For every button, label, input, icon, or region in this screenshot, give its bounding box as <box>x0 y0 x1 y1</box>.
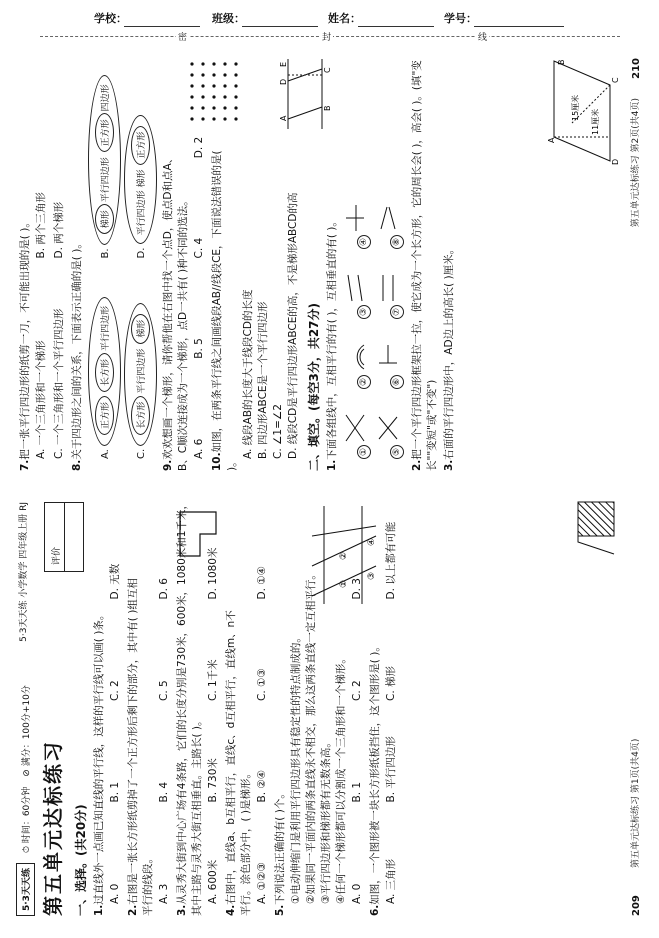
grid-dot <box>234 95 237 98</box>
opt-label: D. <box>136 247 147 259</box>
set-item: 长方形 <box>95 353 114 392</box>
q5-statement-3: ③平行四边形和梯形都有无数条高。 <box>320 737 332 904</box>
q-number: 10. <box>211 452 223 471</box>
grid-dot <box>212 84 215 87</box>
set-item: 四边形 <box>101 84 111 112</box>
q7-options-row2 <box>52 58 67 459</box>
q7-options-row1 <box>34 58 49 459</box>
svg-text:A: A <box>279 115 288 121</box>
fill-question-3 <box>442 58 457 471</box>
section-fill-title: 二、填空。(每空3分，共27分) <box>307 302 321 471</box>
grid-dot <box>190 84 193 87</box>
line-pairs-row1 <box>344 58 371 459</box>
length-15: 15厘米 <box>571 94 580 121</box>
q-text: 把一个平行四边形框架拉一拉，使它成为一个长方形，它的周长会( )，高会( )。(填"变长""变短"或"不变") <box>411 60 438 471</box>
vertex-a: A <box>547 137 556 143</box>
q-number: 8. <box>71 459 83 471</box>
option-d[interactable]: D. 2 <box>193 136 205 159</box>
set-item: 正方形 <box>131 126 150 165</box>
option-a[interactable]: A. 三角形 <box>385 858 397 904</box>
score-box[interactable] <box>44 502 84 572</box>
question-2 <box>126 498 156 916</box>
option-d[interactable]: D. 无数 <box>109 563 121 600</box>
option-a[interactable]: A. 一个三角形和一个梯形 <box>35 340 47 459</box>
svg-text:④: ④ <box>367 537 377 546</box>
question-7 <box>18 58 33 471</box>
set-item: 正方形 <box>95 113 114 152</box>
pair-label: ③ <box>357 305 371 319</box>
q5-statement-2: ②如果同一平面内的两条直线永不相交，那么这两条直线一定互相平行。 <box>305 569 317 904</box>
q-number: 9. <box>162 459 174 471</box>
option-a[interactable]: A. 0 <box>109 883 121 904</box>
set-oval <box>124 303 157 446</box>
q-text: 如图，一个图形被一块长方形纸板挡住，这个图形是( )。 <box>369 641 381 905</box>
option-c[interactable]: C. 一个三角形和一个平行四边形 <box>53 308 65 459</box>
score-label: 评价 <box>45 503 65 571</box>
line-pair-4 <box>344 203 371 249</box>
rotated-spread <box>8 48 648 928</box>
student-info-header <box>0 0 659 44</box>
name-label: 姓名： <box>328 12 361 25</box>
q-number: 6. <box>369 904 381 916</box>
set-oval <box>124 115 157 245</box>
q-text: 如图，在两条平行线之间画线段AB//线段CE，下面说法错误的是( )。 <box>211 150 238 471</box>
vertex-c: C <box>611 77 620 83</box>
set-item: 梯形 <box>95 204 114 234</box>
option-b[interactable] <box>88 58 121 259</box>
q-text: 右图中，直线a、b互相平行，直线c、d互相平行，直线m、n不平行。涂色部分中，( )是梯形。 <box>225 610 252 916</box>
option-c[interactable] <box>124 259 157 460</box>
q3-options <box>206 498 221 904</box>
page-number-209: 209 <box>631 895 642 916</box>
q-number: 3. <box>176 904 188 916</box>
q6-options <box>384 498 399 904</box>
grid-dot <box>190 117 193 120</box>
page-number-210: 210 <box>631 58 642 79</box>
option-c[interactable]: C. 2 <box>109 680 121 701</box>
grid-dot <box>223 84 226 87</box>
parallelogram-figure <box>548 57 618 165</box>
q-text: 过直线外一点画已知直线的平行线，这样的平行线可以画( )条。 <box>93 609 105 905</box>
cut-word-1: 密 <box>176 30 189 43</box>
set-item: 梯形 <box>131 314 150 344</box>
footer-left: 第五单元达标练习 第1页(共4页) <box>631 738 641 868</box>
opt-label: C. <box>136 448 147 459</box>
option-a[interactable]: A. 600米 <box>207 859 219 904</box>
option-b[interactable]: B. 5 <box>193 338 205 359</box>
section-choice-title: 一、选择。(共20分) <box>74 804 88 916</box>
book-info: 5·3天天练 小学数学 四年级上册 RJ <box>19 502 29 642</box>
class-blank[interactable] <box>242 26 318 27</box>
question-5 <box>273 498 288 916</box>
footer-right: 第五单元达标练习 第2页(共4页) <box>631 98 641 228</box>
set-oval <box>88 297 121 446</box>
opt-label: A. <box>100 449 111 459</box>
set-item: 正方形 <box>95 396 114 435</box>
grid-dot <box>234 84 237 87</box>
option-d[interactable]: D. 两个梯形 <box>53 201 65 259</box>
q1-options <box>108 498 123 904</box>
grid-dot <box>190 95 193 98</box>
q5-statement-4: ④任何一个梯形都可以分割成一个三角形和一个梯形。 <box>335 653 347 904</box>
grid-dot <box>190 62 193 65</box>
q2-options <box>157 498 172 904</box>
school-blank[interactable] <box>124 26 200 27</box>
vertex-d: D <box>611 158 620 165</box>
parallel-lines-figure <box>310 502 380 606</box>
set-item: 平行四边形 <box>101 157 111 203</box>
q-text: 下列说法正确的有( )个。 <box>274 788 286 905</box>
grid-dot <box>212 117 215 120</box>
q-text: 从灵秀大街到中心广场有4条路，它们的长度分别是730米，600米，1080米和1千米，其中主路与灵秀大街互相垂直。主路长( )。 <box>176 499 203 916</box>
option-d[interactable]: D. 1080米 <box>207 547 219 600</box>
question-3 <box>175 498 205 916</box>
grid-dot <box>212 95 215 98</box>
q10-option-c[interactable]: C. ∠1=∠2 <box>272 404 284 459</box>
q-number: 1. <box>326 459 338 471</box>
time-limit: ⏱ 时间：60分钟 <box>22 786 32 854</box>
grid-dot <box>201 95 204 98</box>
line-pair-2 <box>344 343 371 389</box>
pair-label: ⑧ <box>390 235 404 249</box>
option-b[interactable]: B. 4 <box>158 781 170 803</box>
grid-dot <box>190 73 193 76</box>
page-210 <box>8 48 648 483</box>
option-c[interactable]: C. 4 <box>193 237 205 259</box>
cut-word-3: 线 <box>476 30 489 43</box>
name-blank[interactable] <box>358 26 434 27</box>
svg-text:E: E <box>279 61 288 67</box>
option-d[interactable]: D. 6 <box>158 578 170 600</box>
pair-label: ⑤ <box>390 445 404 459</box>
grid-dot <box>212 106 215 109</box>
parallel-segments-figure <box>280 57 330 131</box>
pair-label: ① <box>357 445 371 459</box>
grid-dot <box>234 73 237 76</box>
grid-dot <box>223 73 226 76</box>
set-item: 长方形 <box>131 396 150 435</box>
q10-option-a[interactable]: A. 线段AB的长度大于线段CD的长度 <box>242 289 254 459</box>
option-d[interactable]: D. 3 <box>351 578 363 600</box>
q-text: 右面的平行四边形中，AD边上的高长( )厘米。 <box>443 243 455 460</box>
set-oval <box>88 75 121 245</box>
line-pair-3 <box>344 273 371 319</box>
q10-option-d[interactable]: D. 线段CD是平行四边形ABCE的高，不是梯形ABCD的高 <box>287 192 299 459</box>
grid-dot <box>234 106 237 109</box>
q-number: 3. <box>443 459 455 471</box>
grid-dot <box>234 117 237 120</box>
q-number: 2. <box>127 904 139 916</box>
q8-options-row1 <box>88 58 121 459</box>
set-item: 平行四边形 <box>137 348 147 394</box>
option-a[interactable] <box>88 259 121 460</box>
option-c[interactable]: C. 梯形 <box>385 665 397 701</box>
option-b[interactable]: B. 平行四边形 <box>385 736 397 803</box>
grid-dot <box>201 106 204 109</box>
option-b[interactable]: B. 730米 <box>207 758 219 803</box>
q8-options-row2 <box>124 58 157 459</box>
q5-statement-1: ①电动伸缩门是利用平行四边形具有稳定性的特点制成的。 <box>290 632 302 904</box>
class-label: 班级： <box>212 12 245 25</box>
option-a[interactable]: A. 6 <box>193 438 205 459</box>
pair-label: ④ <box>357 235 371 249</box>
q-text: 右图是一张长方形纸剪掉了一个正方形后剩下的部分，其中有( )组互相平行的线段。 <box>127 578 154 916</box>
svg-text:③: ③ <box>367 571 377 580</box>
grid-dot <box>201 62 204 65</box>
svg-text:D: D <box>279 78 288 85</box>
length-11: 11厘米 <box>591 108 600 135</box>
question-1 <box>92 498 107 916</box>
id-label: 学号： <box>444 12 477 25</box>
q4-options <box>255 498 270 904</box>
dot-grid-figure <box>186 59 244 125</box>
option-b[interactable]: B. 两个三角形 <box>35 192 47 259</box>
grid-dot <box>212 62 215 65</box>
option-d[interactable]: D. 以上都有可能 <box>385 521 397 600</box>
q-number: 1. <box>93 904 105 916</box>
line-pair-7 <box>377 273 404 319</box>
set-item: 平行四边形 <box>137 190 147 236</box>
brand-logo: 5·3天天练 <box>16 863 35 916</box>
cut-word-2: 封 <box>320 30 333 43</box>
vertex-b: B <box>557 59 566 65</box>
q10-option-b[interactable]: B. 四边形ABCE是一个平行四边形 <box>257 301 269 459</box>
grid-dot <box>201 73 204 76</box>
line-pair-5 <box>377 413 404 459</box>
svg-text:C: C <box>323 67 332 73</box>
opt-label: B. <box>100 248 111 259</box>
grid-dot <box>223 117 226 120</box>
line-pair-8 <box>377 203 404 249</box>
line-pairs-row2 <box>377 58 404 459</box>
set-item: 梯形 <box>137 169 147 188</box>
pair-label: ⑥ <box>390 375 404 389</box>
option-a[interactable]: A. 3 <box>158 883 170 904</box>
grid-dot <box>223 95 226 98</box>
option-b[interactable]: B. 1 <box>351 781 363 803</box>
pair-label: ⑦ <box>390 305 404 319</box>
id-blank[interactable] <box>474 26 564 27</box>
pair-label: ② <box>357 375 371 389</box>
set-item: 平行四边形 <box>101 305 111 351</box>
grid-dot <box>234 62 237 65</box>
q-text: 下面各组线中，互相平行的有( )，互相垂直的有( )。 <box>326 216 338 460</box>
hidden-shape-figure <box>574 500 618 556</box>
q-number: 7. <box>19 459 31 471</box>
grid-dot <box>223 62 226 65</box>
option-d[interactable] <box>124 58 157 259</box>
q-text: 欢欢想画一个梯形，请你帮他在右图中找一个点D，使点D和点A、B、C顺次连接成为一个梯形，点D一共有( )种不同的选法。 <box>162 152 189 471</box>
q-number: 4. <box>225 904 237 916</box>
option-c[interactable]: C. 5 <box>158 680 170 701</box>
line-pair-6 <box>377 343 404 389</box>
option-a[interactable]: A. 0 <box>351 883 363 904</box>
page-209 <box>8 488 648 928</box>
grid-dot <box>190 106 193 109</box>
question-4 <box>224 498 254 916</box>
line-pair-1 <box>344 413 371 459</box>
option-c[interactable]: C. 1千米 <box>207 659 219 701</box>
svg-text:②: ② <box>339 551 349 560</box>
q-number: 2. <box>411 459 423 471</box>
grid-dot <box>212 73 215 76</box>
school-label: 学校： <box>94 12 127 25</box>
svg-text:B: B <box>323 105 332 111</box>
q-number: 5. <box>274 904 286 916</box>
full-score: ⊘ 满分：100分+10分 <box>22 685 32 777</box>
svg-text:①: ① <box>339 579 349 588</box>
q-text: 把一张平行四边形的纸剪一刀，不可能出现的是( )。 <box>19 217 31 460</box>
grid-dot <box>201 84 204 87</box>
page-title: 第五单元达标练习 <box>41 740 65 916</box>
q-text: 关于四边形之间的关系，下面表示正确的是( )。 <box>71 238 83 460</box>
notched-rectangle-figure <box>178 508 218 558</box>
option-b[interactable]: B. 1 <box>109 781 121 803</box>
option-a[interactable]: A. ①②③ <box>256 862 268 904</box>
grid-dot <box>223 106 226 109</box>
question-8 <box>70 58 85 471</box>
option-c[interactable]: C. ①③ <box>256 668 268 701</box>
option-d[interactable]: D. ①④ <box>256 565 268 600</box>
option-c[interactable]: C. 2 <box>351 680 363 701</box>
grid-dot <box>201 117 204 120</box>
option-b[interactable]: B. ②④ <box>256 769 268 803</box>
fill-question-2 <box>410 58 440 471</box>
